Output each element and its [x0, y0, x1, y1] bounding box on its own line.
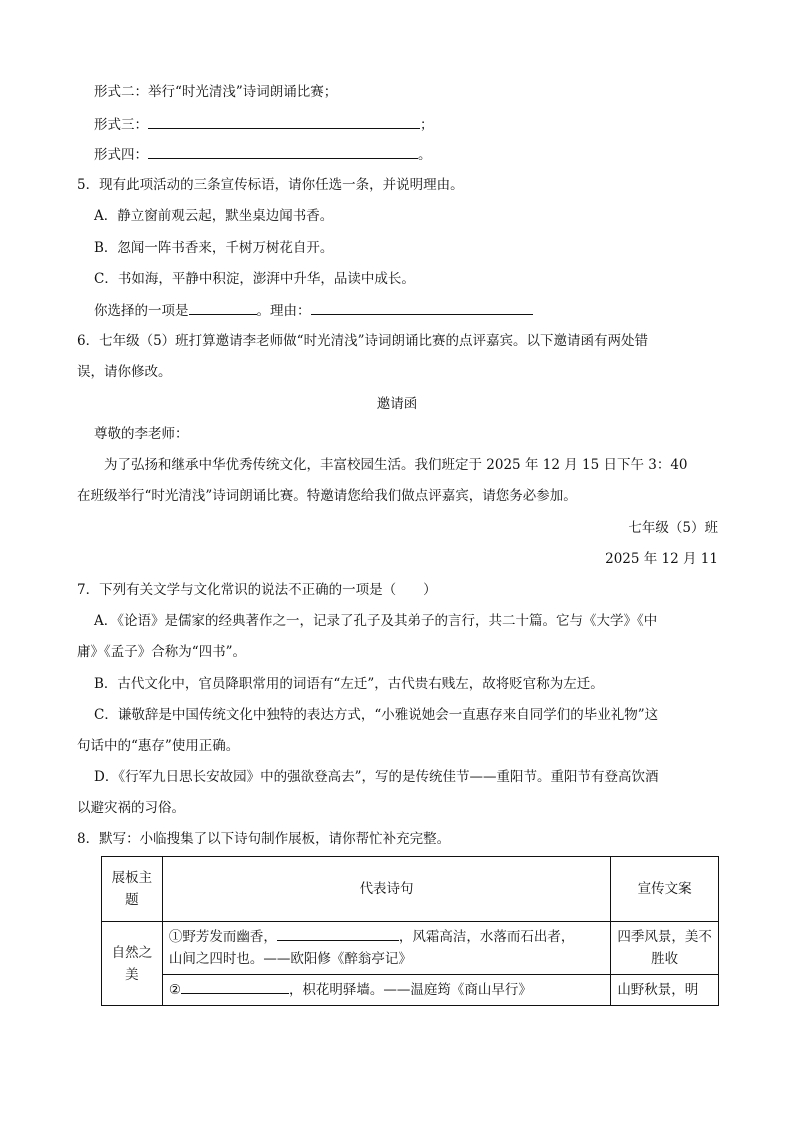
copy-cell-2: 山野秋景，明 — [611, 975, 719, 1006]
q5-answer-line — [94, 300, 533, 321]
q5-reason-label: 。理由： — [256, 303, 311, 319]
q7-option-b: B．古代文化中，官员降职常用的词语有“左迁”，古代贵右贱左，故将贬官称为左迁。 — [94, 676, 604, 692]
invitation-body-line2: 在班级举行“时光清浅”诗词朗诵比赛。特邀请您给我们做点评嘉宾，请您务必参加。 — [77, 488, 577, 504]
question-7: 7．下列有关文学与文化常识的说法不正确的一项是（ ） — [77, 582, 437, 598]
poem1-part3: 山间之四时也。——欧阳修《醉翁亭记》 — [168, 951, 412, 967]
q5-choice-blank[interactable] — [189, 300, 257, 315]
invitation-body-line1: 为了弘扬和继承中华优秀传统文化，丰富校园生活。我们班定于 2025 年 12 月 15 日下午 3：40 — [104, 457, 688, 473]
form4-label: 形式四： — [94, 147, 148, 163]
poem2-blank[interactable] — [181, 979, 289, 994]
form3-label: 形式三： — [94, 117, 148, 133]
q7-option-d-line2: 以避灾祸的习俗。 — [77, 800, 185, 816]
poem1-part1: 野芳发而幽香， — [182, 929, 277, 945]
header-copy: 宣传文案 — [611, 857, 719, 922]
question-6-line1: 6．七年级（5）班打算邀请李老师做“时光清浅”诗词朗诵比赛的点评嘉宾。以下邀请函有两处错 — [77, 333, 648, 349]
q5-choice-label: 你选择的一项是 — [94, 303, 189, 319]
q7-option-a-line2: 庸》《孟子》合称为“四书”。 — [77, 644, 247, 660]
copy-cell-1: 四季风景，美不胜收 — [611, 922, 719, 975]
circled-number-1: ① — [168, 929, 183, 945]
q7-option-d-line1: D．《行军九日思长安故园》中的强欲登高去”，写的是传统佳节——重阳节。重阳节有登高饮酒 — [94, 769, 659, 785]
table-row — [102, 922, 719, 975]
form4-end: 。 — [418, 147, 432, 163]
q7-option-c-line1: C．谦敬辞是中国传统文化中独特的表达方式，“小雅说她会一直惠存来自同学们的毕业礼物”这 — [94, 707, 659, 723]
form3-blank[interactable] — [148, 114, 420, 129]
poem1-blank[interactable] — [277, 926, 399, 941]
q5-reason-blank[interactable] — [311, 300, 533, 315]
form4-blank[interactable] — [148, 144, 418, 159]
question-5: 5．现有此项活动的三条宣传标语，请你任选一条，并说明理由。 — [77, 177, 464, 193]
poem2-part1: ，枳花明驿墙。——温庭筠《商山早行》 — [288, 982, 532, 998]
form3-line — [94, 114, 434, 135]
invitation-title: 邀请函 — [376, 396, 418, 412]
header-theme: 展板主题 — [102, 857, 163, 922]
header-poems: 代表诗句 — [162, 857, 610, 922]
form3-end: ； — [420, 117, 434, 133]
circled-number-2: ② — [168, 982, 181, 998]
theme-cell: 自然之美 — [102, 922, 163, 1006]
table-row — [102, 975, 719, 1006]
q5-option-a: A．静立窗前观云起，默坐桌边闻书香。 — [94, 208, 334, 224]
invitation-date: 2025 年 12 月 11 — [605, 551, 718, 567]
question-8: 8．默写：小临搜集了以下诗句制作展板，请你帮忙补充完整。 — [77, 831, 451, 847]
form4-line — [94, 144, 432, 165]
q5-option-b: B．忽闻一阵书香来，千树万树花自开。 — [94, 240, 334, 256]
poem-cell-2 — [162, 975, 610, 1006]
form2-line: 形式二：举行“时光清浅”诗词朗诵比赛； — [94, 84, 338, 100]
display-board-table — [101, 856, 719, 1006]
question-6-line2: 误，请你修改。 — [77, 364, 172, 380]
q7-option-a-line1: A．《论语》是儒家的经典著作之一，记录了孔子及其弟子的言行，共二十篇。它与《大学》《中 — [94, 613, 658, 629]
invitation-signature: 七年级（5）班 — [628, 520, 718, 536]
poem-cell-1 — [162, 922, 610, 975]
table-header-row — [102, 857, 719, 922]
q7-option-c-line2: 句话中的“惠存”使用正确。 — [77, 738, 240, 754]
invitation-salutation: 尊敬的李老师： — [94, 426, 189, 442]
poem1-part2: ，风霜高洁，水落而石出者， — [398, 929, 575, 945]
q5-option-c: C．书如海，平静中积淀，澎湃中升华，品读中成长。 — [94, 271, 415, 287]
